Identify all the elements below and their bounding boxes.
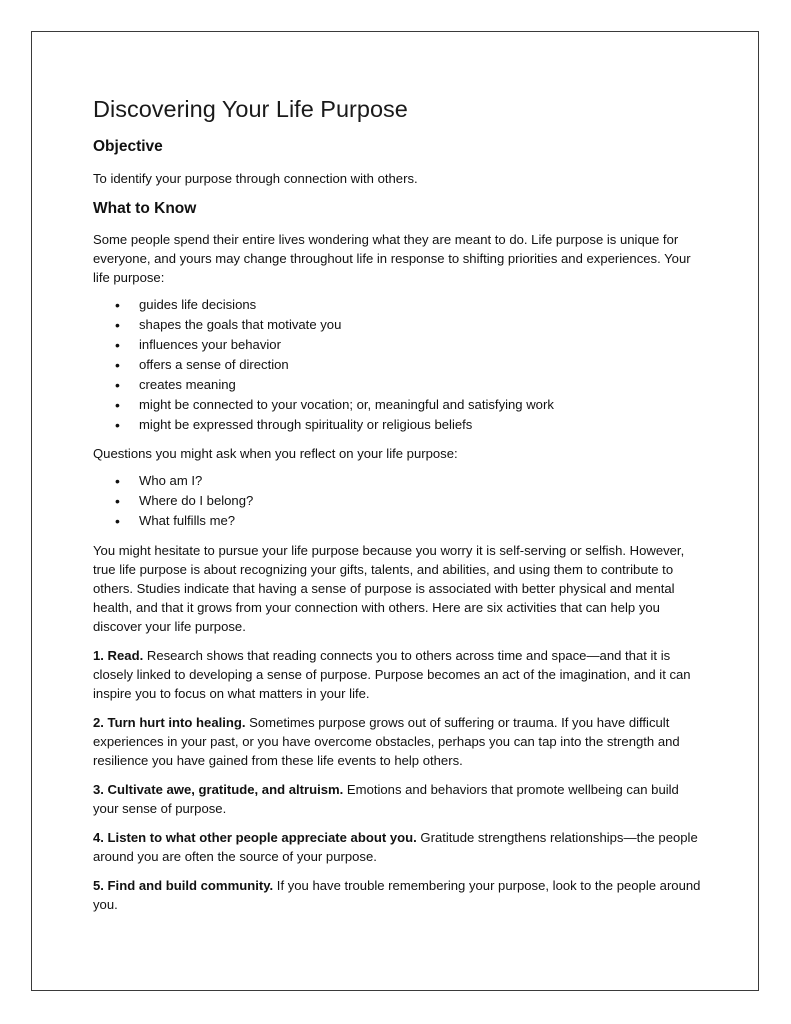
list-item: • creates meaning xyxy=(93,375,703,395)
activity-text: Research shows that reading connects you to others across time and space—and that it is closely linked to developing a sense of purpose. Purpose becomes an act of the imagination, and it can inspire you to focus on what matters in your life. xyxy=(93,648,691,701)
what-to-know-heading: What to Know xyxy=(93,200,197,217)
list-item: • offers a sense of direction xyxy=(93,355,703,375)
objective-text: To identify your purpose through connection with others. xyxy=(93,171,418,186)
activity-text: If you have trouble remembering your purpose, look to the people around you. xyxy=(93,878,701,912)
list-item: • Where do I belong? xyxy=(93,491,703,511)
activity-text: Sometimes purpose grows out of suffering or trauma. If you have difficult experiences in your past, or you have overcome obstacles, perhaps you can tap into the strength and resilience you have gained from these life events to help others. xyxy=(93,715,680,768)
activity-awe xyxy=(93,780,703,818)
list-item: • guides life decisions xyxy=(93,295,703,315)
activity-lead: 4. Listen to what other people appreciate about you. xyxy=(93,830,417,845)
document-title: Discovering Your Life Purpose xyxy=(93,96,408,122)
objective-heading: Objective xyxy=(93,138,163,155)
list-item: • might be expressed through spirituality or religious beliefs xyxy=(93,415,703,435)
activity-listen xyxy=(93,828,703,866)
activity-lead: 5. Find and build community. xyxy=(93,878,274,893)
questions-list xyxy=(93,471,703,531)
activity-community xyxy=(93,876,703,914)
list-item: • Who am I? xyxy=(93,471,703,491)
list-item: • shapes the goals that motivate you xyxy=(93,315,703,335)
document-body xyxy=(93,94,703,914)
questions-intro: Questions you might ask when you reflect on your life purpose: xyxy=(93,446,458,461)
activity-lead: 2. Turn hurt into healing. xyxy=(93,715,246,730)
list-item: • What fulfills me? xyxy=(93,511,703,531)
hesitate-paragraph: You might hesitate to pursue your life purpose because you worry it is self-serving or selfish. However, true life purpose is about recognizing your gifts, talents, and abilities, and using them to contribute to others. Studies indicate that having a sense of purpose is associated with better physical and mental health, and that it grows from your connection with others. Here are six activities that can help you discover your life purpose. xyxy=(93,543,685,634)
activity-text: Emotions and behaviors that promote wellbeing can build your sense of purpose. xyxy=(93,782,679,816)
purpose-list xyxy=(93,295,703,435)
intro-paragraph: Some people spend their entire lives wondering what they are meant to do. Life purpose is unique for everyone, and yours may change throughout life in response to shifting priorities and experiences. Your life purpose: xyxy=(93,232,691,285)
activity-lead: 3. Cultivate awe, gratitude, and altruism. xyxy=(93,782,344,797)
activity-text: Gratitude strengthens relationships—the people around you are often the source of your purpose. xyxy=(93,830,698,864)
list-item: • might be connected to your vocation; or, meaningful and satisfying work xyxy=(93,395,703,415)
activity-read xyxy=(93,646,703,703)
activity-lead: 1. Read. xyxy=(93,648,144,663)
list-item: • influences your behavior xyxy=(93,335,703,355)
activity-healing xyxy=(93,713,703,770)
